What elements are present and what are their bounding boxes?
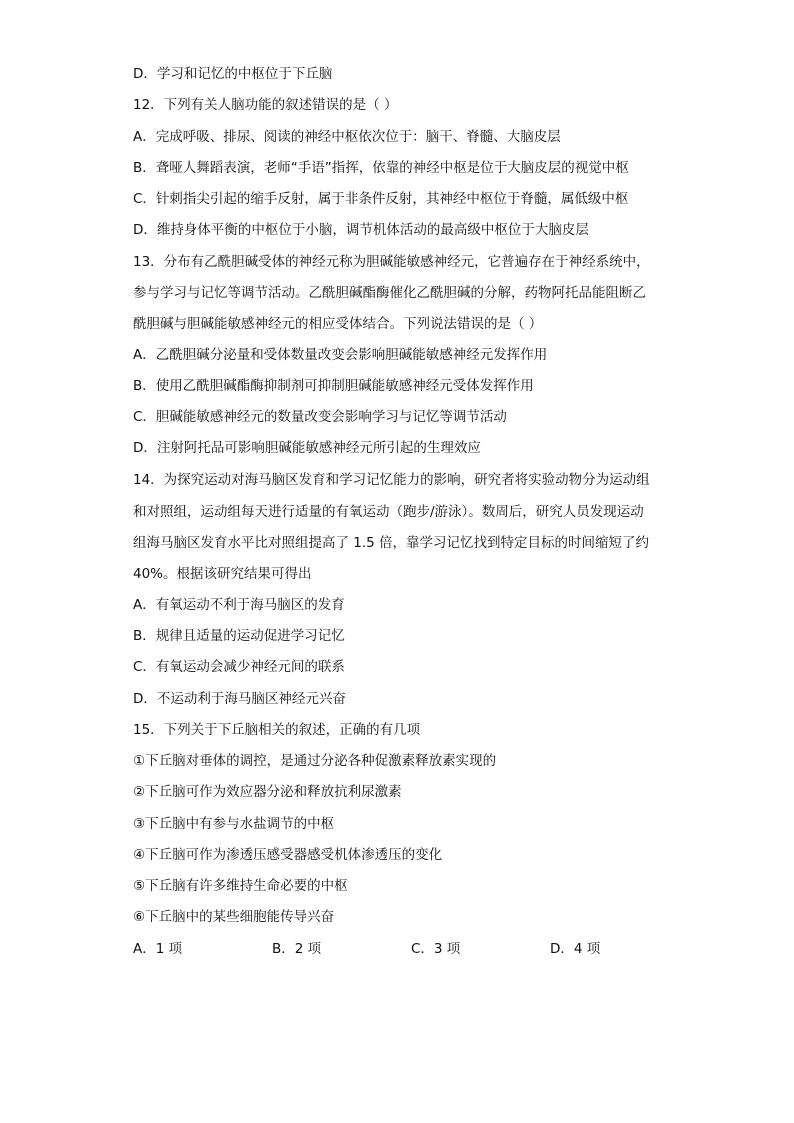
statement-line: ③下丘脑中有参与水盐调节的中枢	[133, 816, 335, 832]
question-13-stem: 13．分布有乙酰胆碱受体的神经元称为胆碱能敏感神经元，它普遍存在于神经系统中，	[133, 254, 650, 270]
text-line: 40%。根据该研究结果可得出	[133, 566, 312, 582]
option-line: A．乙酰胆碱分泌量和受体数量改变会影响胆碱能敏感神经元发挥作用	[133, 347, 548, 363]
statement-line: ①下丘脑对垂体的调控，是通过分泌各种促激素释放素实现的	[133, 753, 497, 769]
option-line: A．有氧运动不利于海马脑区的发育	[133, 597, 345, 613]
answer-option-d: D．4 项	[550, 941, 601, 957]
option-line: B．规律且适量的运动促进学习记忆	[133, 628, 345, 644]
option-line: C．针刺指尖引起的缩手反射，属于非条件反射，其神经中枢位于脊髓，属低级中枢	[133, 191, 629, 207]
text-line: 参与学习与记忆等调节活动。乙酰胆碱酯酶催化乙酰胆碱的分解，药物阿托品能阻断乙	[133, 285, 646, 301]
option-line: D．不运动利于海马脑区神经元兴奋	[133, 691, 346, 707]
question-14-stem: 14．为探究运动对海马脑区发育和学习记忆能力的影响，研究者将实验动物分为运动组	[133, 472, 650, 488]
text-line: 组海马脑区发育水平比对照组提高了 1.5 倍，靠学习记忆找到特定目标的时间缩短了约	[133, 535, 650, 551]
option-line: C．胆碱能敏感神经元的数量改变会影响学习与记忆等调节活动	[133, 409, 507, 425]
answer-option-c: C．3 项	[411, 941, 461, 957]
text-line: 酰胆碱与胆碱能敏感神经元的相应受体结合。下列说法错误的是（ ）	[133, 316, 543, 332]
option-line: D．维持身体平衡的中枢位于小脑，调节机体活动的最高级中枢位于大脑皮层	[133, 222, 589, 238]
option-line: B．聋哑人舞蹈表演，老师“手语”指挥，依靠的神经中枢是位于大脑皮层的视觉中枢	[133, 160, 629, 176]
answer-option-a: A．1 项	[133, 941, 183, 957]
statement-line: ④下丘脑可作为渗透压感受器感受机体渗透压的变化	[133, 847, 443, 863]
answer-option-b: B．2 项	[272, 941, 322, 957]
statement-line: ⑤下丘脑有许多维持生命必要的中枢	[133, 878, 348, 894]
question-15-stem: 15．下列关于下丘脑相关的叙述，正确的有几项	[133, 722, 421, 738]
text-line: D．学习和记忆的中枢位于下丘脑	[133, 66, 333, 82]
option-line: A．完成呼吸、排尿、阅读的神经中枢依次位于：脑干、脊髓、大脑皮层	[133, 129, 561, 145]
option-line: B．使用乙酰胆碱酯酶抑制剂可抑制胆碱能敏感神经元受体发挥作用	[133, 378, 534, 394]
statement-line: ⑥下丘脑中的某些细胞能传导兴奋	[133, 909, 335, 925]
statement-line: ②下丘脑可作为效应器分泌和释放抗利尿激素	[133, 784, 402, 800]
option-line: C．有氧运动会减少神经元间的联系	[133, 659, 345, 675]
question-12-stem: 12．下列有关人脑功能的叙述错误的是（ ）	[133, 97, 398, 113]
text-line: 和对照组，运动组每天进行适量的有氧运动（跑步/游泳）。数周后，研究人员发现运动	[133, 504, 644, 520]
option-line: D．注射阿托品可影响胆碱能敏感神经元所引起的生理效应	[133, 440, 481, 456]
